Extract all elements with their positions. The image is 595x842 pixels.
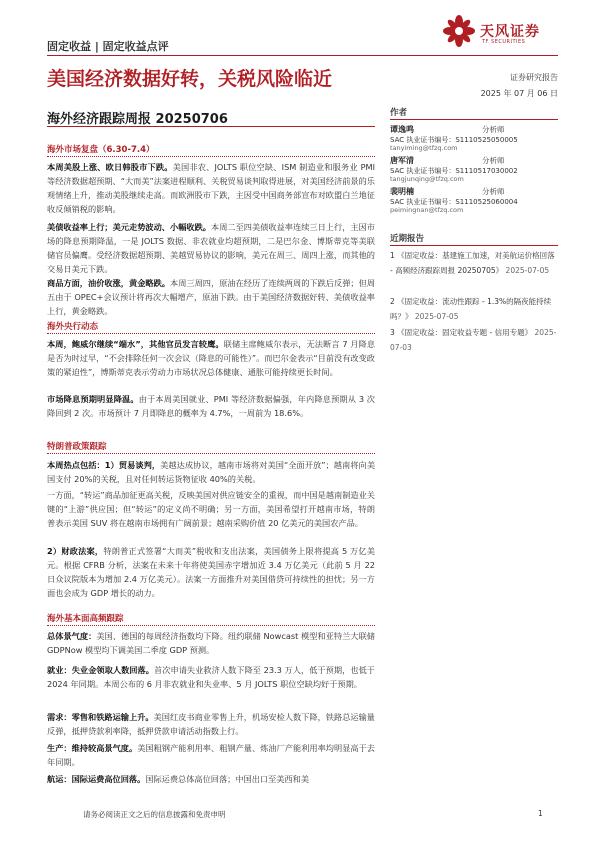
paragraph-body: 联储主席鲍威尔表示，无法断言 7 月降息是否为时过早，“不会排除任何一次会议（降息的可能性）”。而巴尔金表示“目前没有改变政策的紧迫性”，博斯蒂克表示劳动力市场状况总体健康、通胀可能持续更长时间。 [47, 339, 376, 377]
analyst-role: 分析师 [482, 187, 505, 196]
paragraph-demand [47, 710, 375, 738]
authors-heading: 作者 [390, 108, 408, 118]
paragraph-lead: 航运：国际运费高位回落。 [47, 774, 146, 784]
analyst-role: 分析师 [482, 125, 505, 134]
page-number: 1 [538, 809, 543, 818]
report-type: 证券研究报告 [510, 73, 558, 82]
analyst-name: 谭逸鸣 [390, 125, 414, 134]
recent-reports-heading: 近期报告 [390, 234, 425, 244]
paragraph-lead: 总体景气度： [47, 631, 97, 641]
recent-reports-divider [390, 245, 558, 246]
recent-report-title: 2 《固定收益：流动性跟踪 - 1.3%的隔夜能持续吗？》 [390, 297, 552, 321]
paragraph-lead: 本周热点包括：1）贸易谈判， [47, 460, 161, 470]
recent-report-link[interactable] [390, 248, 558, 278]
paragraph-lead: 就业：失业金领取人数回落。 [47, 665, 154, 675]
paragraph-employment [47, 663, 375, 691]
paragraph-body: 特朗普正式签署“大而美”税收和支出法案，美国债务上限将提高 5 万亿美元。根据 CFRB 分析，法案在未来十年将使美国赤字增加近 3.4 万亿美元（此前 5 月 22 日众议院版本为增加 2.4 万亿美元）。法案一方面推升对美国借贷可持续性的担忧；另一方面也会成为 GDP 增长的动力。 [47, 546, 375, 598]
paragraph-overall-activity [47, 629, 375, 657]
paragraph-lead: 本周，鲍威尔继续“端水”，其他官员发言较鹰。 [47, 339, 224, 349]
paragraph-market-bonds [47, 220, 375, 276]
paragraph-body: 由于本周美国就业、PMI 等经济数据偏强，年内降息预期从 3 次降回到 2 次。市场预计 7 月即降息的概率为 4.7%，一周前为 18.6%。 [47, 394, 375, 418]
paragraph-body: 首次申请失业救济人数下降至 23.3 万人，低于预期，也低于 2024 年同期。本周公布的 6 月非农就业和失业率、5 月 JOLTS 职位空缺均好于预期。 [47, 665, 375, 689]
analyst-email[interactable]: tangjunqing@tfzq.com [390, 175, 464, 183]
paragraph-transshipment [47, 488, 375, 530]
paragraph-lead: 2）财政法案， [47, 546, 104, 556]
analyst-sac: SAC 执业证书编号：S1110525060004 [390, 198, 518, 206]
paragraph-lead: 商品方面，油价收涨，黄金略跌。 [47, 278, 170, 288]
paragraph-production [47, 741, 375, 769]
subtitle-divider [47, 126, 375, 127]
recent-report-title: 1 《固定收益：基建施工加速，对美航运价格回落 - 高频经济跟踪周报 20250705》 [390, 251, 555, 275]
paragraph-body: 本周二至四美债收益率连续三日上行，主因市场的降息预期降温，一是 JOLTS 数据、非农就业均超预期，二是巴尔金、博斯蒂克等美联储官员偏鹰。受经济数据超预期、美越贸易协议的影响，美元在周三、周四上涨，而其他的交易日美元下跌。 [47, 222, 375, 274]
analyst-name: 裴明楠 [390, 187, 414, 196]
section-heading-fundamentals: 海外基本面高频跟踪 [47, 614, 124, 624]
paragraph-body: 美国红皮书商业零售上升，机场安检人数下降，铁路总运输量反弹，抵押贷款利率降，抵押贷款申请活动指数上行。 [47, 712, 375, 736]
paragraph-fed-expectations [47, 392, 375, 420]
paragraph-lead: 市场降息预期明显降温。 [47, 394, 139, 404]
section-divider [47, 156, 375, 157]
section-heading-trump-policy: 特朗普政策跟踪 [47, 442, 107, 452]
paragraph-market-commodities [47, 276, 375, 318]
analyst-sac: SAC 执业证书编号：S1110517030002 [390, 167, 518, 175]
paragraph-body: 美国非农、JOLTS 职位空缺、ISM 制造业和服务业 PMI 等经济数据超预期、“大而美”法案进程顺利、关税贸易谈判取得进展，对美国经济前景的乐观情绪上升，推动美股继续走高。而欧洲股市下跌，主因受中国商务部宣布对欧盟白兰地征收反倾销税的影响。 [47, 162, 375, 214]
report-date: 2025 年 07 月 06 日 [480, 89, 558, 98]
analyst-card [390, 186, 558, 222]
paragraph-body: 一方面，“转运”商品加征更高关税，反映美国对供应链安全的重视，而中国是越南制造业关键的“上游”供应国；但“转运”的定义尚不明确；另一方面，美国希望打开越南市场，特朗普表示美国 SUV 将在越南市场拥有广阔前景；越南采购价值 20 亿美元的美国农产品。 [47, 490, 375, 528]
report-subtitle: 海外经济跟踪周报 20250706 [47, 112, 228, 127]
analyst-role: 分析师 [482, 156, 505, 165]
paragraph-lead: 需求：零售和铁路运输上升。 [47, 712, 154, 722]
logo-text: 天风证券 [480, 24, 540, 40]
section-heading-market: 海外市场复盘（6.30-7.4） [47, 145, 155, 155]
analyst-email[interactable]: peimingnan@tfzq.com [390, 206, 464, 214]
report-category: 固定收益 | 固定收益点评 [47, 40, 169, 53]
paragraph-body: 美国粗钢产能利用率、粗钢产量、炼油厂产能利用率均明显高于去年同期。 [47, 743, 375, 767]
paragraph-market-stocks [47, 160, 375, 216]
paragraph-lead: 美债收益率上行；美元走势波动、小幅收跌。 [47, 222, 211, 232]
recent-report-title: 3 《固定收益：固定收益专题 - 信用专题》 [390, 328, 533, 337]
logo-flower-icon [442, 14, 476, 48]
section-divider [47, 333, 375, 334]
paragraph-lead: 生产：维持较高景气度。 [47, 743, 138, 753]
section-divider [47, 453, 375, 454]
paragraph-fed-officials [47, 337, 375, 379]
recent-report-link[interactable] [390, 325, 558, 355]
paragraph-body: 美越达成协议，越南市场将对美国“全面开放”；越南将向美国支付 20%的关税，且对任何转运货物征收 40%的关税。 [47, 460, 376, 484]
recent-report-date: 2025-07-03 [390, 328, 557, 352]
report-title: 美国经济数据好转，关税风险临近 [47, 68, 333, 90]
section-divider [47, 625, 375, 626]
paragraph-lead: 本周美股上涨、欧日韩股市下跌。 [47, 162, 173, 172]
logo-subtext: TF SECURITIES [482, 39, 526, 45]
recent-report-link[interactable] [390, 294, 558, 324]
disclaimer-footer: 请务必阅读正文之后的信息披露和免责申明 [83, 810, 226, 819]
paragraph-body: 本周三周四，原油在经历了连续两周的下跌后反弹；但周五由于 OPEC+会议预计将再次大幅增产，原油下跌。由于美国经济数据好转、美债收益率上行，黄金略跌。 [47, 278, 375, 316]
paragraph-body: 国际运费总体高位回落；中国出口至美西和美 [145, 774, 310, 784]
recent-report-date: 2025-07-05 [414, 312, 459, 321]
paragraph-fiscal-bill [47, 544, 375, 600]
analyst-name: 唐军清 [390, 156, 414, 165]
paragraph-shipping [47, 772, 375, 786]
company-logo [440, 14, 560, 50]
header-divider [47, 55, 558, 56]
paragraph-trade-talks [47, 458, 375, 486]
recent-report-date: 2025-07-05 [505, 266, 550, 275]
paragraph-body: 美国、德国的每周经济指数均下降。纽约联储 Nowcast 模型和亚特兰大联储 GDPNow 模型均下调美国二季度 GDP 预测。 [47, 631, 375, 655]
section-heading-fed: 海外央行动态 [47, 322, 99, 332]
analyst-sac: SAC 执业证书编号：S1110525050005 [390, 136, 518, 144]
analyst-email[interactable]: tanyiming@tfzq.com [390, 144, 458, 152]
authors-divider [390, 119, 558, 120]
